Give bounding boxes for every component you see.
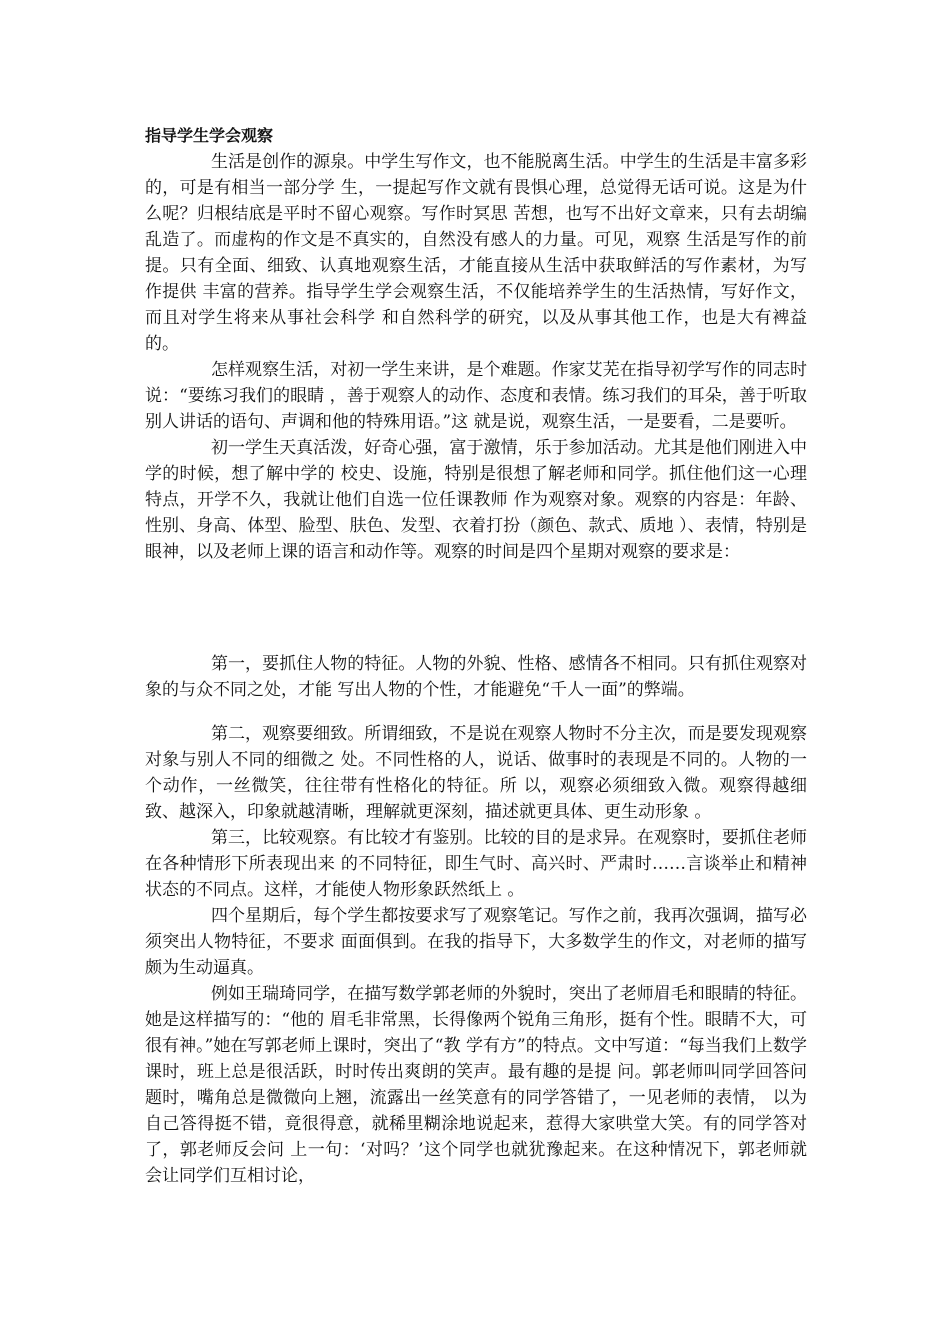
paragraph-results: 四个星期后，每个学生都按要求写了观察笔记。写作之前，我再次强调，描写必须突出人物特征，不要求 面面俱到。在我的指导下，大多数学生的作文，对老师的描写颇为生动逼真。 xyxy=(145,906,807,978)
paragraph-how-to-observe: 怎样观察生活，对初一学生来讲，是个难题。作家艾芜在指导初学写作的同志时说：“要练习我们的眼睛 ，善于观察人的动作、态度和表情。练习我们的耳朵，善于听取别人讲话的语句、声调和他的特殊用语。”这 就是说，观察生活，一是要看，二是要听。 xyxy=(145,360,807,432)
paragraph-intro: 生活是创作的源泉。中学生写作文，也不能脱离生活。中学生的生活是丰富多彩的，可是有相当一部分学 生，一提起写作文就有畏惧心理，总觉得无话可说。这是为什么呢？归根结底是平时不留心观察。写作时冥思 苦想，也写不出好文章来，只有去胡编乱造了。而虚构的作文是不真实的，自然没有感人的力量。可见，观察 生活是写作的前提。只有全面、细致、认真地观察生活，才能直接从生活中获取鲜活的写作素材，为写作提供 丰富的营养。指导学生学会观察生活，不仅能培养学生的生活热情，写好作文，而且对学生将来从事社会科学 和自然科学的研究，以及从事其他工作，也是大有裨益的。 xyxy=(145,152,807,354)
paragraph-example: 例如王瑞琦同学，在描写数学郭老师的外貌时，突出了老师眉毛和眼睛的特征。她是这样描写的：“他的 眉毛非常黑，长得像两个锐角三角形，挺有个性。眼睛不大，可很有神。”她在写郭老师上课时，突出了“教 学有方”的特点。文中写道：“每当我们上数学课时，班上总是很活跃，时时传出爽朗的笑声。最有趣的是提 问。郭老师叫同学回答问题时，嘴角总是微微向上翘，流露出一丝笑意有的同学答错了，一见老师的表情， 以为自己答得挺不错，竟很得意，就稀里糊涂地说起来，惹得大家哄堂大笑。有的同学答对了，郭老师反会问 上一句：‘对吗？’这个同学也就犹豫起来。在这种情况下，郭老师就会让同学们互相讨论， xyxy=(145,984,807,1186)
blank-gap xyxy=(145,703,807,721)
paragraph-requirement-two: 第二，观察要细致。所谓细致，不是说在观察人物时不分主次，而是要发现观察对象与别人不同的细微之 处。不同性格的人，说话、做事时的表现是不同的。人物的一个动作，一丝微笑，往往带有性格化的特征。所 以，观察必须细致入微。观察得越细致、越深入，印象就越清晰，理解就更深刻，描述就更具体、更生动形象 。 xyxy=(145,724,807,822)
paragraph-student-traits: 初一学生天真活泼，好奇心强，富于激情，乐于参加活动。尤其是他们刚进入中学的时候，想了解中学的 校史、设施，特别是很想了解老师和同学。抓住他们这一心理特点，开学不久，我就让他们自选一位任课教师 作为观察对象。观察的内容是：年龄、性别、身高、体型、脸型、肤色、发型、衣着打扮（颜色、款式、质地 ）、表情，特别是眼神，以及老师上课的语言和动作等。观察的时间是四个星期对观察的要求是： xyxy=(145,438,807,562)
document-body xyxy=(145,123,807,1189)
paragraph-requirement-one: 第一，要抓住人物的特征。人物的外貌、性格、感情各不相同。只有抓住观察对象的与众不同之处，才能 写出人物的个性，才能避免“千人一面”的弊端。 xyxy=(145,654,807,700)
paragraph-requirement-three: 第三，比较观察。有比较才有鉴别。比较的目的是求异。在观察时，要抓住老师在各种情形下所表现出来 的不同特征，即生气时、高兴时、严肃时……言谈举止和精神状态的不同点。这样，才能使人物形象跃然纸上 。 xyxy=(145,828,807,900)
document-title: 指导学生学会观察 xyxy=(145,126,274,145)
blank-gap xyxy=(145,565,807,651)
